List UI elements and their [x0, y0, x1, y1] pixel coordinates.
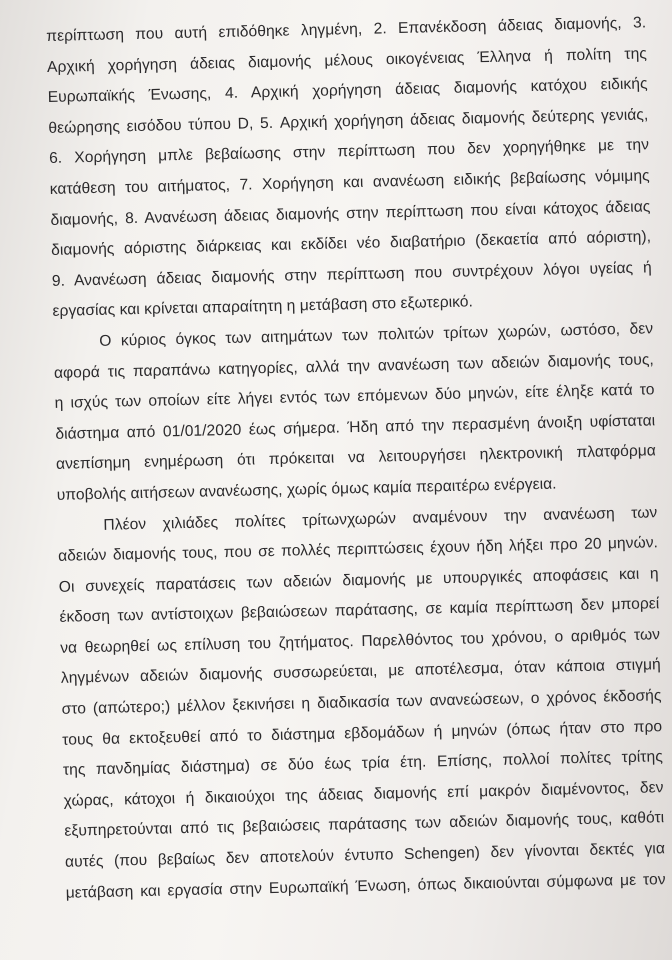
text-line: περίπτωση που αυτή επιδόθηκε ληγμένη, 2. Επανέκδοση άδειας διαμονής, 3.: [46, 14, 647, 45]
text-line: διάστημα από 01/01/2020 έως σήμερα. Ήδη από την περασμένη άνοιξη υφίσταται: [55, 412, 656, 443]
text-line: Ευρωπαϊκής Ένωσης, 4. Αρχική χορήγηση άδειας διαμονής κατόχου ειδικής: [47, 75, 648, 107]
text-line: αδειών διαμονής τους, που σε πολλές περιπτώσεις έχουν ήδη λήξει προ 20 μηνών.: [57, 534, 659, 565]
text-line: κατάθεση του αιτήματος, 7. Χορήγηση και ανανέωση ειδικής βεβαίωσης νόμιμης: [49, 167, 650, 198]
text-line: εξυπηρετούνται από τις βεβαιώσεις παράτασης των αδειών διαμονής τους, καθότι: [64, 809, 665, 841]
text-line: υποβολής αιτήσεων ανανέωσης, χωρίς όμως καμία περαιτέρω ενέργεια.: [56, 475, 557, 504]
text-line: τους θα εκτοξευθεί από το διάστημα εβδομάδων ή μηνών (όπως ήταν στο προ: [62, 717, 663, 749]
paragraph-start: Ο κύριος όγκος των αιτημάτων των πολιτών τρίτων χωρών, ωστόσο, δεν: [99, 320, 654, 350]
text-line: διαμονής αόριστης διάρκειας και εκδίδει νέο διαβατήριο (δεκαετία από αόριστη),: [50, 228, 652, 260]
text-line: 9. Ανανέωση άδειας διαμονής στην περίπτωση που συντρέχουν λόγοι υγείας ή: [51, 259, 652, 290]
text-line: να θεωρηθεί ως επίλυση του ζητήματος. Παρελθόντος του χρόνου, ο αριθμός των: [60, 626, 661, 657]
text-line: εργασίας και κρίνεται απαραίτητη η μετάβαση στο εξωτερικό.: [52, 293, 474, 321]
text-line: Αρχική χορήγηση άδειας διαμονής μέλους οικογένειας Έλληνα ή πολίτη της: [46, 44, 648, 76]
document-text: [46, 8, 666, 909]
text-line: θεώρησης εισόδου τύπου D, 5. Αρχική χορήγηση άδειας διαμονής δεύτερης γενιάς,: [48, 106, 649, 137]
text-line: Οι συνεχείς παρατάσεις των αδειών διαμονής με υπουργικές αποφάσεις και η: [58, 564, 659, 596]
text-line: αυτές (που βεβαίως δεν αποτελούν έντυπο Schengen) δεν γίνονται δεκτές για: [64, 840, 666, 871]
text-line: ανεπίσημη ενημέρωση ότι πρόκειται να λειτουργήσει ηλεκτρονική πλατφόρμα: [55, 442, 657, 474]
text-line: η ισχύς των οποίων είτε λήγει εντός των επόμενων δύο μηνών, είτε έληξε κατά το: [54, 381, 655, 413]
text-line: ληγμένων αδειών διαμονής συσσωρεύεται, με αποτέλεσμα, όταν κάποια στιγμή: [60, 656, 661, 688]
text-line: της πανδημίας διάστημα) σε δύο έως τρία έτη. Επίσης, πολλοί πολίτες τρίτης: [62, 748, 664, 780]
text-line: έκδοση των αντίστοιχων βεβαιώσεων παράτασης, σε καμία περίπτωση δεν μπορεί: [59, 595, 660, 627]
paragraph-start: Πλέον χιλιάδες πολίτες τρίτωνχωρών αναμένουν την ανανέωση των: [103, 503, 658, 534]
text-line: χώρας, κάτοχοι ή δικαιούχοι της άδειας διαμονής επί μακρόν διαμένοντος, δεν: [63, 779, 664, 810]
text-line: διαμονής, 8. Ανανέωση άδειας διαμονής στην περίπτωση που είναι κάτοχος άδειας: [50, 197, 651, 229]
text-line: 6. Χορήγηση μπλε βεβαίωσης στην περίπτωση που δεν χορηγήθηκε με την: [48, 136, 650, 168]
text-line: μετάβαση και εργασία στην Ευρωπαϊκή Ένωση, όπως δικαιούνται σύμφωνα με τον: [65, 870, 666, 902]
text-line: αφορά τις παραπάνω κατηγορίες, αλλά την ανανέωση των αδειών διαμονής τους,: [53, 350, 655, 382]
text-line: στο (απώτερο;) μέλλον ξεκινήσει η διαδικασία των ανανεώσεων, ο χρόνος έκδοσής: [61, 687, 662, 718]
